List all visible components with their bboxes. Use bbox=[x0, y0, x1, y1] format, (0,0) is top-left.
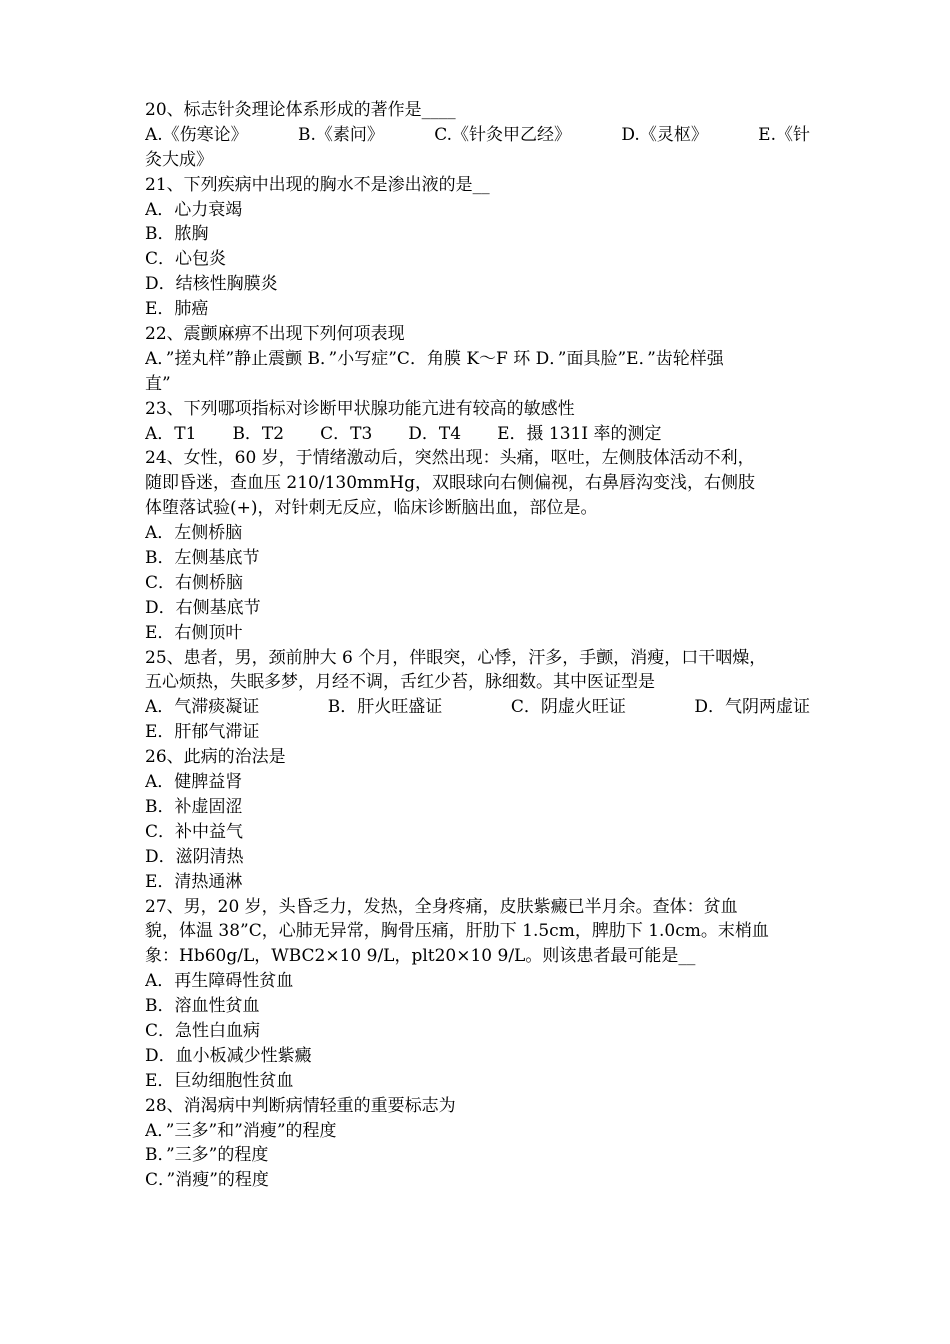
option-a: A．T1 bbox=[145, 423, 197, 444]
question-22-options-line-2: 直” bbox=[145, 373, 171, 394]
question-23-options bbox=[145, 422, 810, 447]
option-e: E．清热通淋 bbox=[145, 871, 243, 892]
question-24-stem-line-1: 24、女性，60 岁，于情绪激动后，突然出现：头痛，呕吐，左侧肢体活动不利， bbox=[145, 448, 755, 469]
option-e: E．巨幼细胞性贫血 bbox=[145, 1070, 294, 1091]
option-b: B．补虚固涩 bbox=[145, 796, 243, 817]
question-28-stem: 28、消渴病中判断病情轻重的重要标志为 bbox=[145, 1095, 456, 1116]
question-27-stem-line-2: 貌，体温 38”C，心肺无异常，胸骨压痛，肝肋下 1.5cm，脾肋下 1.0cm。末梢血 bbox=[145, 921, 769, 942]
option-d: D．血小板减少性紫癜 bbox=[145, 1045, 312, 1066]
option-b: B．溶血性贫血 bbox=[145, 996, 260, 1017]
question-21-stem: 21、下列疾病中出现的胸水不是渗出液的是__ bbox=[145, 174, 490, 195]
option-d: D．T4 bbox=[408, 423, 462, 444]
option-a: A．气滞痰凝证 bbox=[145, 697, 260, 718]
option-b: B．”三多”的程度 bbox=[145, 1145, 269, 1166]
option-c: C．右侧桥脑 bbox=[145, 572, 244, 593]
option-e: E．肺癌 bbox=[145, 299, 209, 320]
option-a: A．”三多”和”消瘦”的程度 bbox=[145, 1120, 337, 1141]
question-25-options bbox=[145, 695, 810, 720]
question-20-options-continuation: 灸大成》 bbox=[145, 149, 213, 170]
option-d: D．滋阴清热 bbox=[145, 846, 244, 867]
option-a: A．再生障碍性贫血 bbox=[145, 971, 294, 992]
option-c: C．”消瘦”的程度 bbox=[145, 1170, 269, 1191]
option-a: A．健脾益肾 bbox=[145, 772, 243, 793]
question-26-stem: 26、此病的治法是 bbox=[145, 747, 286, 768]
option-c: C．T3 bbox=[320, 423, 373, 444]
option-d: D．右侧基底节 bbox=[145, 597, 261, 618]
option-b: B．T2 bbox=[232, 423, 285, 444]
option-e: E．摄 131I 率的测定 bbox=[497, 423, 662, 444]
question-20-options bbox=[145, 123, 810, 148]
question-23-stem: 23、下列哪项指标对诊断甲状腺功能亢进有较高的敏感性 bbox=[145, 398, 575, 419]
option-c: C．急性白血病 bbox=[145, 1020, 261, 1041]
question-27-stem-line-3: 象：Hb60g/L，WBC2×10 9/L，plt20×10 9/L。则该患者最可能是__ bbox=[145, 946, 696, 967]
option-b: B．脓胸 bbox=[145, 224, 209, 245]
question-22-stem: 22、震颤麻痹不出现下列何项表现 bbox=[145, 324, 405, 345]
option-c: C．心包炎 bbox=[145, 249, 227, 270]
question-24-stem-line-2: 随即昏迷，查血压 210/130mmHg，双眼球向右侧偏视，右鼻唇沟变浅，右侧肢 bbox=[145, 473, 755, 494]
option-b: B.《素问》 bbox=[298, 124, 384, 145]
document-page bbox=[145, 98, 810, 1193]
question-24-stem-line-3: 体堕落试验(+)，对针刺无反应，临床诊断脑出血，部位是。 bbox=[145, 498, 598, 519]
option-b: B．肝火旺盛证 bbox=[327, 697, 443, 718]
question-20-stem: 20、标志针灸理论体系形成的著作是____ bbox=[145, 100, 456, 120]
option-c: C.《针灸甲乙经》 bbox=[434, 124, 572, 145]
option-d: D.《灵枢》 bbox=[621, 124, 708, 145]
question-27-stem-line-1: 27、男，20 岁，头昏乏力，发热，全身疼痛，皮肤紫癜已半月余。查体：贫血 bbox=[145, 896, 738, 917]
option-a: A.《伤寒论》 bbox=[145, 124, 248, 145]
option-b: B．左侧基底节 bbox=[145, 548, 260, 569]
option-d: D．结核性胸膜炎 bbox=[145, 274, 278, 295]
option-e: E.《针 bbox=[758, 124, 810, 145]
question-22-options-line-1: A．”搓丸样”静止震颤 B．”小写症”C．角膜 K～F 环 D．”面具脸”E．”齿轮样强 bbox=[145, 348, 724, 369]
question-25-stem-line-2: 五心烦热，失眠多梦，月经不调，舌红少苔，脉细数。其中医证型是 bbox=[145, 672, 655, 693]
option-d: D．气阴两虚证 bbox=[694, 697, 810, 718]
option-a: A．心力衰竭 bbox=[145, 199, 243, 220]
option-a: A．左侧桥脑 bbox=[145, 523, 243, 544]
option-e: E．右侧顶叶 bbox=[145, 622, 243, 643]
option-e: E．肝郁气滞证 bbox=[145, 722, 260, 743]
option-c: C．阴虚火旺证 bbox=[510, 697, 626, 718]
question-25-stem-line-1: 25、患者，男，颈前肿大 6 个月，伴眼突，心悸，汗多，手颤，消瘦，口干咽燥， bbox=[145, 647, 767, 668]
option-c: C．补中益气 bbox=[145, 821, 244, 842]
